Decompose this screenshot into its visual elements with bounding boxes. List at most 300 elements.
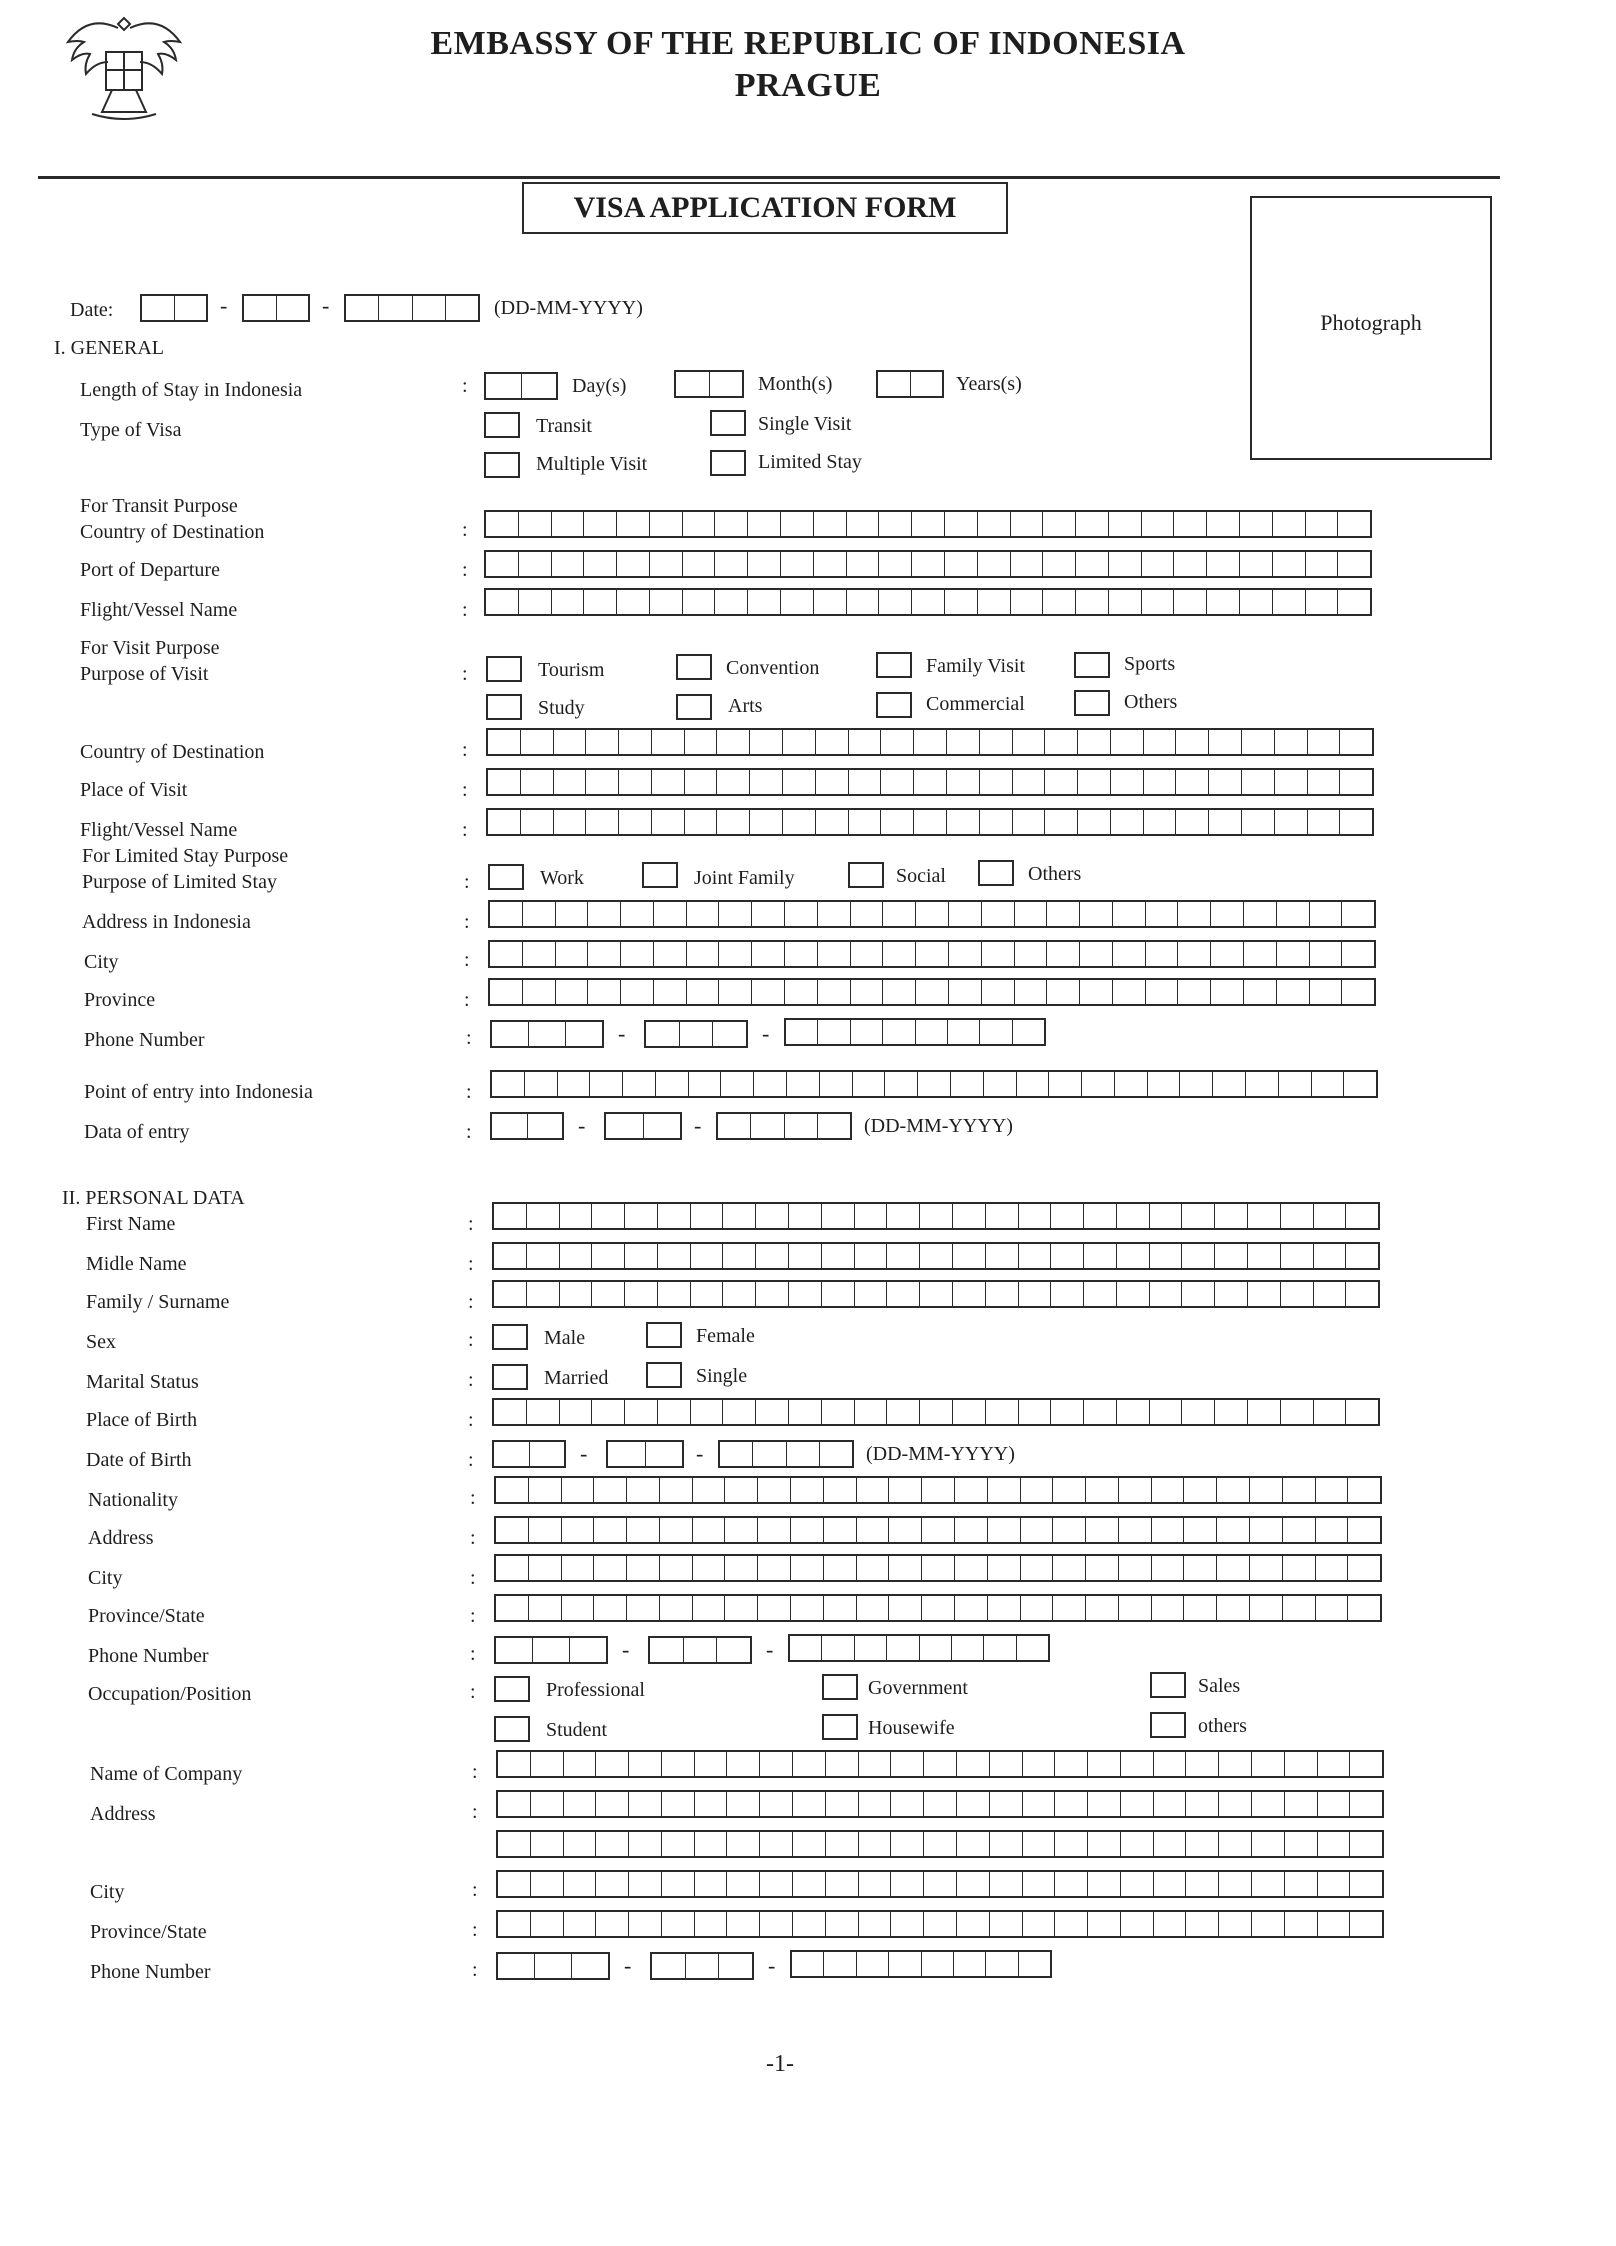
char-cell[interactable]: [1181, 1244, 1214, 1268]
char-cell[interactable]: [1216, 1478, 1249, 1502]
char-cell[interactable]: [559, 1244, 592, 1268]
marital-single-checkbox[interactable]: [646, 1362, 682, 1388]
char-cell[interactable]: [782, 810, 815, 834]
char-cell[interactable]: [616, 552, 649, 576]
char-cell[interactable]: [821, 1244, 854, 1268]
char-cell[interactable]: [563, 1832, 596, 1856]
char-cell[interactable]: [1284, 1832, 1317, 1856]
char-cell[interactable]: [890, 1792, 923, 1816]
char-cell[interactable]: [1212, 1072, 1245, 1096]
char-cell[interactable]: [1345, 1244, 1378, 1268]
char-cell[interactable]: [1010, 512, 1043, 536]
char-cell[interactable]: [792, 1832, 825, 1856]
char-cell[interactable]: [850, 902, 883, 926]
char-cell[interactable]: [786, 1020, 817, 1044]
char-cell[interactable]: [1042, 512, 1075, 536]
char-cell[interactable]: [1272, 512, 1305, 536]
char-cell[interactable]: [813, 512, 846, 536]
char-cell[interactable]: [790, 1596, 823, 1620]
char-cell[interactable]: [1050, 1204, 1083, 1228]
char-cell[interactable]: [1079, 902, 1112, 926]
char-cell[interactable]: [1241, 810, 1274, 834]
birth-day-input[interactable]: [492, 1440, 566, 1468]
char-cell[interactable]: [1276, 902, 1309, 926]
char-cell[interactable]: [726, 1912, 759, 1936]
char-cell[interactable]: [1282, 1478, 1315, 1502]
char-cell[interactable]: [1083, 1282, 1116, 1306]
char-cell[interactable]: [524, 1072, 557, 1096]
char-cell[interactable]: [944, 512, 977, 536]
char-cell[interactable]: [530, 1912, 563, 1936]
char-cell[interactable]: [956, 1792, 989, 1816]
char-cell[interactable]: [718, 980, 751, 1004]
char-cell[interactable]: [690, 1282, 723, 1306]
personal-province-input[interactable]: [494, 1594, 1382, 1622]
char-cell[interactable]: [529, 1442, 565, 1466]
place-of-visit-input[interactable]: [486, 768, 1374, 796]
char-cell[interactable]: [1012, 810, 1045, 834]
char-cell[interactable]: [856, 1596, 889, 1620]
char-cell[interactable]: [1114, 1072, 1147, 1096]
char-cell[interactable]: [1315, 1556, 1348, 1580]
char-cell[interactable]: [989, 1872, 1022, 1896]
stay-years-input[interactable]: [876, 370, 944, 398]
char-cell[interactable]: [1010, 552, 1043, 576]
char-cell[interactable]: [1274, 810, 1307, 834]
char-cell[interactable]: [518, 590, 551, 614]
char-cell[interactable]: [751, 942, 784, 966]
char-cell[interactable]: [620, 902, 653, 926]
char-cell[interactable]: [1118, 1596, 1151, 1620]
char-cell[interactable]: [784, 902, 817, 926]
char-cell[interactable]: [618, 730, 651, 754]
char-cell[interactable]: [561, 1518, 594, 1542]
char-cell[interactable]: [661, 1872, 694, 1896]
char-cell[interactable]: [755, 1282, 788, 1306]
char-cell[interactable]: [486, 512, 518, 536]
purpose-others-checkbox[interactable]: [1074, 690, 1110, 716]
char-cell[interactable]: [886, 1204, 919, 1228]
char-cell[interactable]: [1313, 1400, 1346, 1424]
char-cell[interactable]: [1339, 810, 1372, 834]
char-cell[interactable]: [946, 730, 979, 754]
char-cell[interactable]: [645, 1442, 683, 1466]
char-cell[interactable]: [977, 512, 1010, 536]
char-cell[interactable]: [1042, 590, 1075, 614]
char-cell[interactable]: [784, 942, 817, 966]
char-cell[interactable]: [1044, 770, 1077, 794]
char-cell[interactable]: [494, 1244, 526, 1268]
char-cell[interactable]: [694, 1912, 727, 1936]
char-cell[interactable]: [595, 1752, 628, 1776]
char-cell[interactable]: [724, 1518, 757, 1542]
char-cell[interactable]: [954, 1518, 987, 1542]
char-cell[interactable]: [1012, 770, 1045, 794]
char-cell[interactable]: [1177, 942, 1210, 966]
char-cell[interactable]: [1054, 1912, 1087, 1936]
char-cell[interactable]: [518, 552, 551, 576]
char-cell[interactable]: [1216, 1518, 1249, 1542]
char-cell[interactable]: [1337, 512, 1370, 536]
char-cell[interactable]: [1305, 590, 1338, 614]
char-cell[interactable]: [587, 942, 620, 966]
char-cell[interactable]: [1014, 942, 1047, 966]
char-cell[interactable]: [557, 1072, 590, 1096]
char-cell[interactable]: [780, 590, 813, 614]
char-cell[interactable]: [1239, 512, 1272, 536]
company-phone-area-input[interactable]: [496, 1952, 610, 1980]
char-cell[interactable]: [757, 1518, 790, 1542]
char-cell[interactable]: [528, 1518, 561, 1542]
char-cell[interactable]: [1311, 1072, 1344, 1096]
char-cell[interactable]: [595, 1872, 628, 1896]
char-cell[interactable]: [1349, 1832, 1382, 1856]
char-cell[interactable]: [1014, 902, 1047, 926]
char-cell[interactable]: [593, 1596, 626, 1620]
char-cell[interactable]: [690, 1244, 723, 1268]
char-cell[interactable]: [784, 980, 817, 1004]
char-cell[interactable]: [749, 810, 782, 834]
char-cell[interactable]: [589, 1072, 622, 1096]
char-cell[interactable]: [1245, 1072, 1278, 1096]
char-cell[interactable]: [1313, 1204, 1346, 1228]
char-cell[interactable]: [1305, 512, 1338, 536]
char-cell[interactable]: [890, 1832, 923, 1856]
char-cell[interactable]: [913, 770, 946, 794]
char-cell[interactable]: [720, 1442, 752, 1466]
char-cell[interactable]: [1349, 1912, 1382, 1936]
char-cell[interactable]: [977, 590, 1010, 614]
char-cell[interactable]: [1016, 1636, 1048, 1660]
char-cell[interactable]: [850, 980, 883, 1004]
char-cell[interactable]: [1110, 810, 1143, 834]
char-cell[interactable]: [532, 1638, 569, 1662]
char-cell[interactable]: [979, 1020, 1011, 1044]
char-cell[interactable]: [585, 810, 618, 834]
middle-name-input[interactable]: [492, 1242, 1380, 1270]
char-cell[interactable]: [880, 730, 913, 754]
char-cell[interactable]: [724, 1596, 757, 1620]
char-cell[interactable]: [913, 810, 946, 834]
char-cell[interactable]: [720, 1072, 753, 1096]
char-cell[interactable]: [587, 902, 620, 926]
char-cell[interactable]: [1087, 1752, 1120, 1776]
char-cell[interactable]: [526, 1204, 559, 1228]
personal-city-input[interactable]: [494, 1554, 1382, 1582]
char-cell[interactable]: [987, 1556, 1020, 1580]
char-cell[interactable]: [624, 1244, 657, 1268]
char-cell[interactable]: [858, 1792, 891, 1816]
char-cell[interactable]: [848, 810, 881, 834]
char-cell[interactable]: [1181, 1204, 1214, 1228]
char-cell[interactable]: [1145, 980, 1178, 1004]
char-cell[interactable]: [952, 1282, 985, 1306]
char-cell[interactable]: [880, 810, 913, 834]
date-month-input[interactable]: [242, 294, 310, 322]
char-cell[interactable]: [530, 1832, 563, 1856]
char-cell[interactable]: [682, 512, 715, 536]
char-cell[interactable]: [1018, 1204, 1051, 1228]
char-cell[interactable]: [846, 552, 879, 576]
char-cell[interactable]: [649, 552, 682, 576]
char-cell[interactable]: [688, 1072, 721, 1096]
char-cell[interactable]: [1345, 1400, 1378, 1424]
char-cell[interactable]: [886, 1400, 919, 1424]
transit-country-input[interactable]: [484, 510, 1372, 538]
char-cell[interactable]: [821, 1400, 854, 1424]
char-cell[interactable]: [1313, 1244, 1346, 1268]
char-cell[interactable]: [1309, 942, 1342, 966]
marital-married-checkbox[interactable]: [492, 1364, 528, 1390]
company-city-input[interactable]: [496, 1870, 1384, 1898]
char-cell[interactable]: [628, 1912, 661, 1936]
char-cell[interactable]: [1153, 1752, 1186, 1776]
char-cell[interactable]: [1022, 1912, 1055, 1936]
char-cell[interactable]: [854, 1204, 887, 1228]
char-cell[interactable]: [825, 1832, 858, 1856]
char-cell[interactable]: [591, 1244, 624, 1268]
char-cell[interactable]: [1020, 1556, 1053, 1580]
char-cell[interactable]: [1317, 1872, 1350, 1896]
char-cell[interactable]: [854, 1244, 887, 1268]
char-cell[interactable]: [1153, 1912, 1186, 1936]
char-cell[interactable]: [1145, 942, 1178, 966]
char-cell[interactable]: [1151, 1518, 1184, 1542]
char-cell[interactable]: [650, 1638, 683, 1662]
char-cell[interactable]: [492, 1072, 524, 1096]
char-cell[interactable]: [790, 1518, 823, 1542]
char-cell[interactable]: [563, 1872, 596, 1896]
char-cell[interactable]: [726, 1792, 759, 1816]
occupation-sales-checkbox[interactable]: [1150, 1672, 1186, 1698]
char-cell[interactable]: [911, 590, 944, 614]
char-cell[interactable]: [714, 512, 747, 536]
char-cell[interactable]: [1337, 552, 1370, 576]
char-cell[interactable]: [722, 1282, 755, 1306]
char-cell[interactable]: [890, 1872, 923, 1896]
char-cell[interactable]: [759, 1752, 792, 1776]
char-cell[interactable]: [1177, 980, 1210, 1004]
char-cell[interactable]: [886, 1636, 918, 1660]
char-cell[interactable]: [888, 1518, 921, 1542]
char-cell[interactable]: [981, 942, 1014, 966]
char-cell[interactable]: [1075, 512, 1108, 536]
char-cell[interactable]: [1083, 1400, 1116, 1424]
char-cell[interactable]: [1050, 1282, 1083, 1306]
char-cell[interactable]: [714, 552, 747, 576]
purpose-tourism-checkbox[interactable]: [486, 656, 522, 682]
char-cell[interactable]: [1075, 590, 1108, 614]
char-cell[interactable]: [788, 1244, 821, 1268]
char-cell[interactable]: [651, 810, 684, 834]
char-cell[interactable]: [1208, 770, 1241, 794]
char-cell[interactable]: [694, 1872, 727, 1896]
char-cell[interactable]: [983, 1636, 1015, 1660]
char-cell[interactable]: [846, 512, 879, 536]
char-cell[interactable]: [856, 1952, 888, 1976]
char-cell[interactable]: [823, 1952, 855, 1976]
char-cell[interactable]: [759, 1792, 792, 1816]
char-cell[interactable]: [1347, 1478, 1380, 1502]
char-cell[interactable]: [1046, 902, 1079, 926]
char-cell[interactable]: [792, 1912, 825, 1936]
char-cell[interactable]: [1247, 1400, 1280, 1424]
char-cell[interactable]: [825, 1912, 858, 1936]
char-cell[interactable]: [528, 1022, 565, 1046]
char-cell[interactable]: [628, 1872, 661, 1896]
char-cell[interactable]: [496, 1518, 528, 1542]
char-cell[interactable]: [1151, 1478, 1184, 1502]
limited-joint-family-checkbox[interactable]: [642, 862, 678, 888]
char-cell[interactable]: [628, 1752, 661, 1776]
char-cell[interactable]: [915, 980, 948, 1004]
char-cell[interactable]: [915, 1020, 947, 1044]
char-cell[interactable]: [684, 770, 717, 794]
char-cell[interactable]: [1016, 1072, 1049, 1096]
family-name-input[interactable]: [492, 1280, 1380, 1308]
char-cell[interactable]: [780, 512, 813, 536]
char-cell[interactable]: [1175, 770, 1208, 794]
char-cell[interactable]: [1120, 1912, 1153, 1936]
char-cell[interactable]: [1305, 552, 1338, 576]
char-cell[interactable]: [911, 512, 944, 536]
char-cell[interactable]: [1185, 1792, 1218, 1816]
char-cell[interactable]: [1272, 552, 1305, 576]
char-cell[interactable]: [788, 1282, 821, 1306]
company-phone-number-input[interactable]: [790, 1950, 1052, 1978]
entry-year-input[interactable]: [716, 1112, 852, 1140]
char-cell[interactable]: [694, 1792, 727, 1816]
char-cell[interactable]: [591, 1204, 624, 1228]
char-cell[interactable]: [888, 1596, 921, 1620]
char-cell[interactable]: [646, 1022, 679, 1046]
char-cell[interactable]: [755, 1204, 788, 1228]
char-cell[interactable]: [878, 552, 911, 576]
char-cell[interactable]: [946, 770, 979, 794]
char-cell[interactable]: [724, 1478, 757, 1502]
char-cell[interactable]: [1022, 1832, 1055, 1856]
char-cell[interactable]: [753, 1072, 786, 1096]
char-cell[interactable]: [530, 1872, 563, 1896]
char-cell[interactable]: [718, 942, 751, 966]
char-cell[interactable]: [944, 552, 977, 576]
date-year-input[interactable]: [344, 294, 480, 322]
char-cell[interactable]: [919, 1400, 952, 1424]
char-cell[interactable]: [1054, 1752, 1087, 1776]
char-cell[interactable]: [1208, 810, 1241, 834]
char-cell[interactable]: [921, 1596, 954, 1620]
char-cell[interactable]: [571, 1954, 608, 1978]
char-cell[interactable]: [786, 1442, 819, 1466]
char-cell[interactable]: [921, 1478, 954, 1502]
char-cell[interactable]: [923, 1792, 956, 1816]
char-cell[interactable]: [923, 1752, 956, 1776]
char-cell[interactable]: [1249, 1556, 1282, 1580]
occupation-student-checkbox[interactable]: [494, 1716, 530, 1742]
char-cell[interactable]: [784, 1114, 817, 1138]
char-cell[interactable]: [1022, 1872, 1055, 1896]
char-cell[interactable]: [856, 1478, 889, 1502]
char-cell[interactable]: [526, 1244, 559, 1268]
char-cell[interactable]: [1141, 590, 1174, 614]
char-cell[interactable]: [653, 980, 686, 1004]
char-cell[interactable]: [583, 512, 616, 536]
char-cell[interactable]: [716, 810, 749, 834]
char-cell[interactable]: [657, 1282, 690, 1306]
visa-limited-stay-checkbox[interactable]: [710, 450, 746, 476]
char-cell[interactable]: [987, 1596, 1020, 1620]
char-cell[interactable]: [813, 552, 846, 576]
char-cell[interactable]: [825, 1792, 858, 1816]
char-cell[interactable]: [1048, 1072, 1081, 1096]
char-cell[interactable]: [595, 1912, 628, 1936]
char-cell[interactable]: [526, 1282, 559, 1306]
char-cell[interactable]: [1341, 902, 1374, 926]
char-cell[interactable]: [726, 1872, 759, 1896]
char-cell[interactable]: [661, 1832, 694, 1856]
char-cell[interactable]: [854, 1636, 886, 1660]
char-cell[interactable]: [948, 980, 981, 1004]
char-cell[interactable]: [1343, 1072, 1376, 1096]
char-cell[interactable]: [852, 1072, 885, 1096]
char-cell[interactable]: [716, 730, 749, 754]
char-cell[interactable]: [563, 1752, 596, 1776]
char-cell[interactable]: [661, 1912, 694, 1936]
char-cell[interactable]: [1317, 1792, 1350, 1816]
char-cell[interactable]: [559, 1282, 592, 1306]
char-cell[interactable]: [1274, 730, 1307, 754]
char-cell[interactable]: [1282, 1556, 1315, 1580]
char-cell[interactable]: [749, 730, 782, 754]
char-cell[interactable]: [559, 1400, 592, 1424]
char-cell[interactable]: [923, 1912, 956, 1936]
char-cell[interactable]: [591, 1282, 624, 1306]
port-of-departure-input[interactable]: [484, 550, 1372, 578]
char-cell[interactable]: [587, 980, 620, 1004]
char-cell[interactable]: [759, 1832, 792, 1856]
char-cell[interactable]: [1022, 1752, 1055, 1776]
char-cell[interactable]: [1210, 942, 1243, 966]
char-cell[interactable]: [1345, 1204, 1378, 1228]
char-cell[interactable]: [1020, 1478, 1053, 1502]
char-cell[interactable]: [755, 1400, 788, 1424]
char-cell[interactable]: [856, 1556, 889, 1580]
char-cell[interactable]: [551, 590, 584, 614]
char-cell[interactable]: [882, 980, 915, 1004]
char-cell[interactable]: [1118, 1518, 1151, 1542]
char-cell[interactable]: [1251, 1872, 1284, 1896]
char-cell[interactable]: [498, 1954, 534, 1978]
char-cell[interactable]: [1282, 1596, 1315, 1620]
char-cell[interactable]: [620, 942, 653, 966]
char-cell[interactable]: [1149, 1282, 1182, 1306]
char-cell[interactable]: [952, 1400, 985, 1424]
char-cell[interactable]: [1239, 590, 1272, 614]
char-cell[interactable]: [1020, 1518, 1053, 1542]
occupation-housewife-checkbox[interactable]: [822, 1714, 858, 1740]
char-cell[interactable]: [954, 1596, 987, 1620]
limited-work-checkbox[interactable]: [488, 864, 524, 890]
date-day-input[interactable]: [140, 294, 208, 322]
char-cell[interactable]: [956, 1832, 989, 1856]
char-cell[interactable]: [915, 902, 948, 926]
char-cell[interactable]: [716, 1638, 750, 1662]
visit-flight-input[interactable]: [486, 808, 1374, 836]
char-cell[interactable]: [1020, 1596, 1053, 1620]
char-cell[interactable]: [593, 1556, 626, 1580]
char-cell[interactable]: [712, 1022, 746, 1046]
char-cell[interactable]: [815, 770, 848, 794]
